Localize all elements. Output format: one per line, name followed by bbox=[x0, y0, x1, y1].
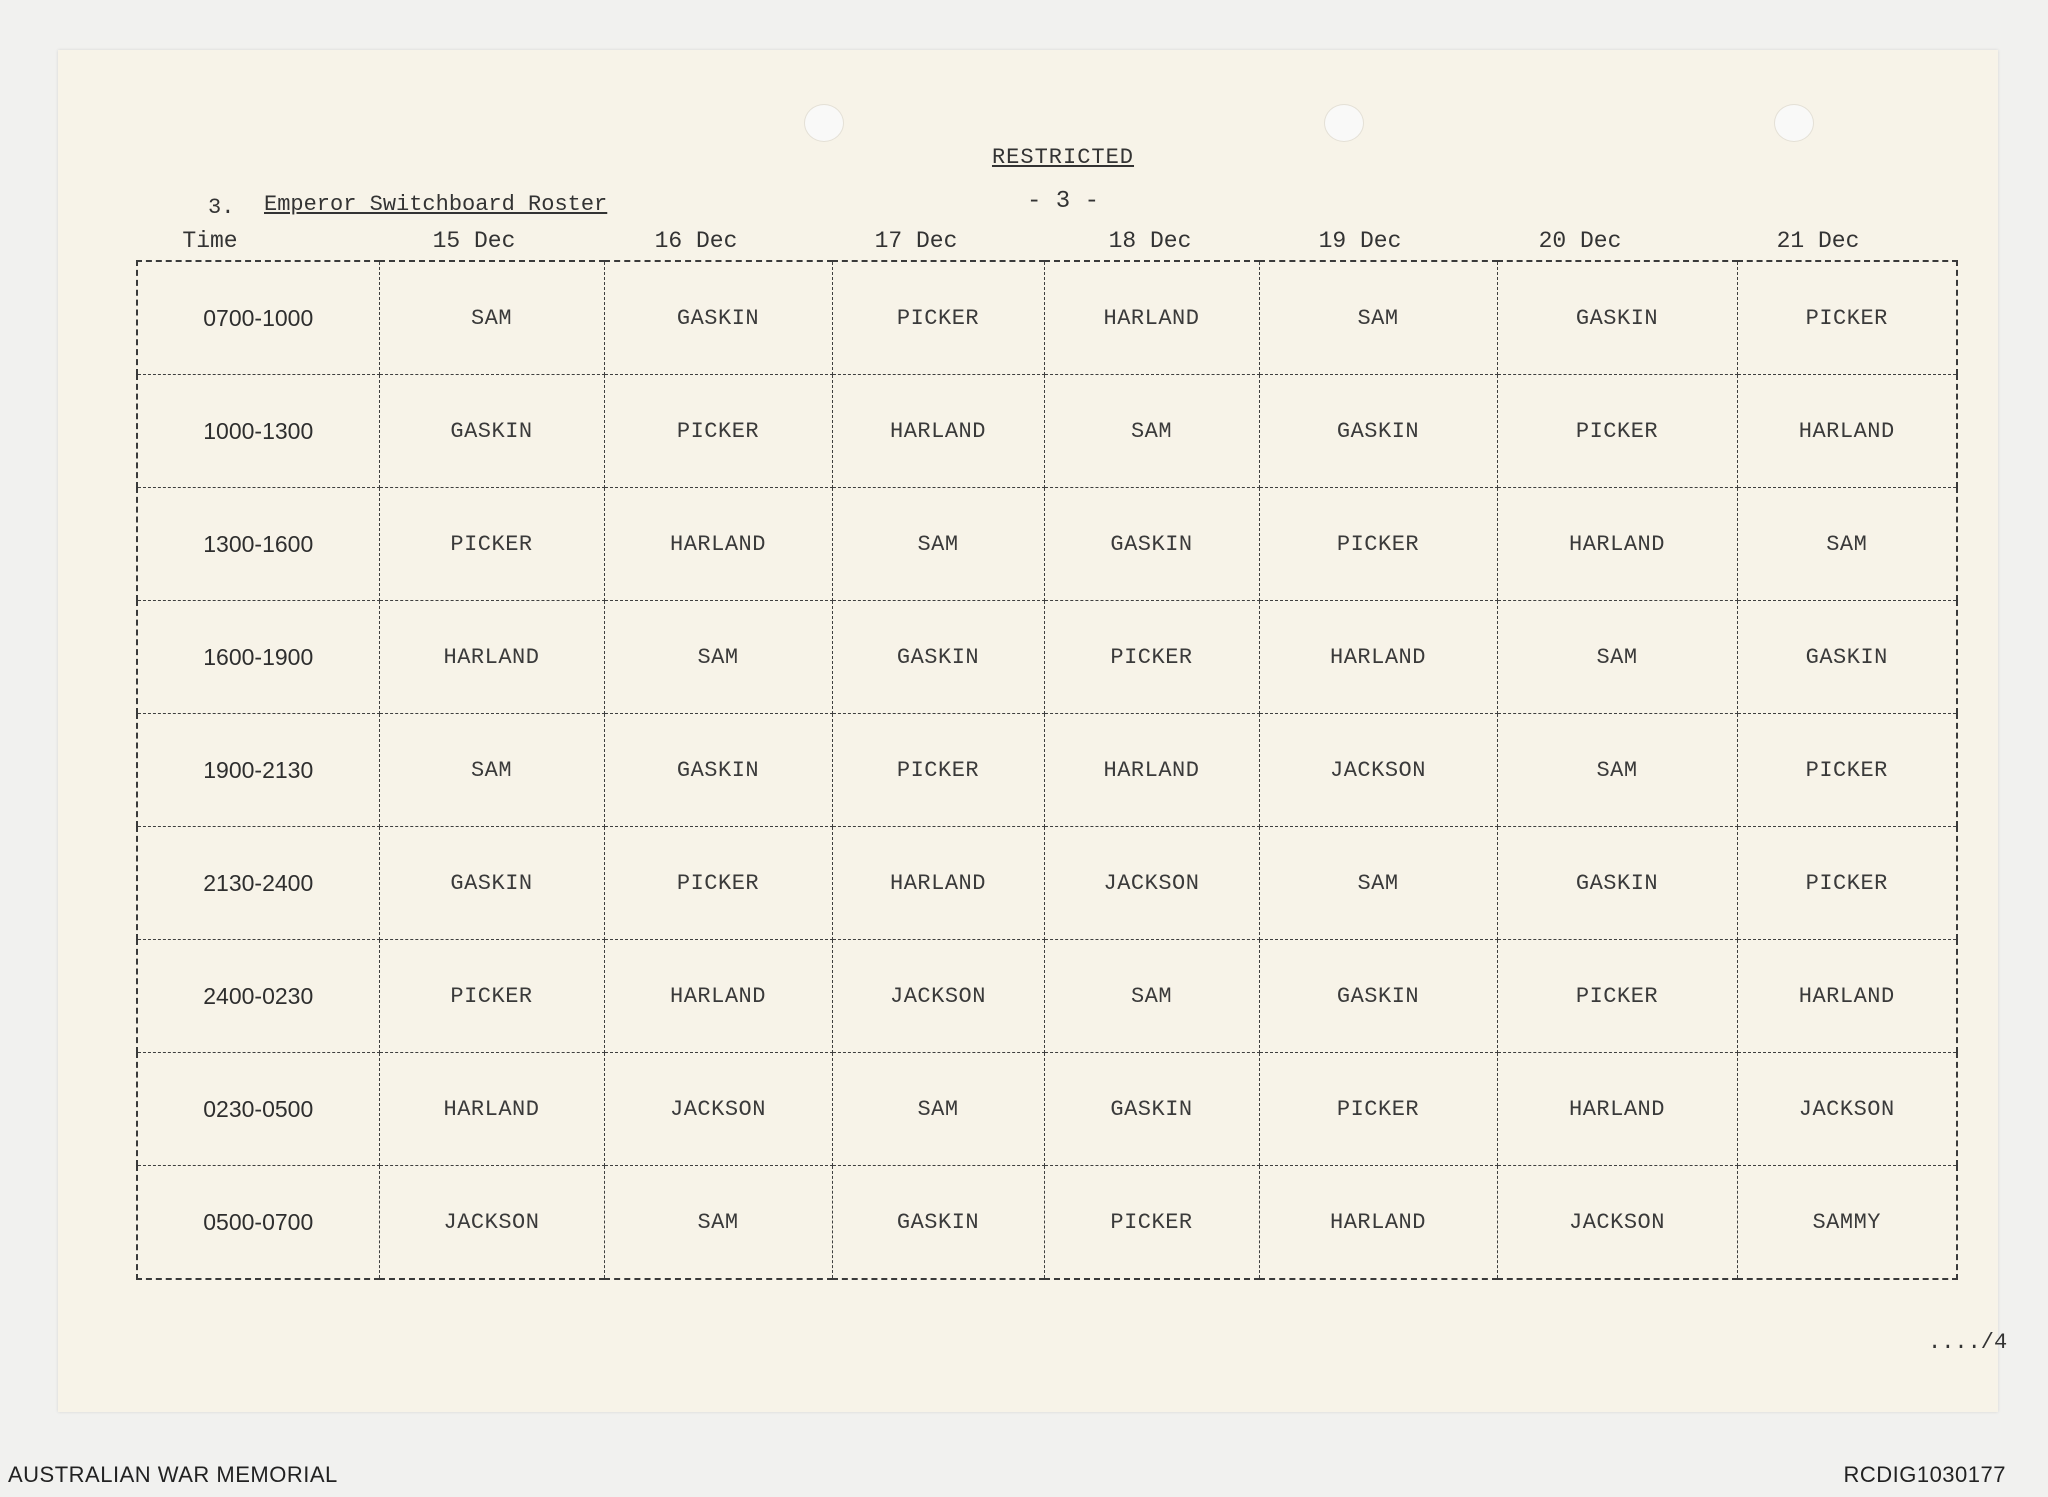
shift-cell: PICKER bbox=[1497, 940, 1737, 1053]
shift-cell: GASKIN bbox=[1259, 375, 1497, 488]
table-row bbox=[137, 488, 1957, 601]
shift-cell: SAM bbox=[604, 1166, 832, 1280]
column-header-16-dec: 16 Dec bbox=[654, 228, 738, 254]
table-row bbox=[137, 601, 1957, 714]
shift-cell: PICKER bbox=[1259, 1053, 1497, 1166]
shift-cell: GASKIN bbox=[1737, 601, 1957, 714]
punch-hole bbox=[1324, 104, 1364, 142]
punch-hole bbox=[804, 104, 844, 142]
time-slot: 1000-1300 bbox=[137, 375, 379, 488]
institution-credit: AUSTRALIAN WAR MEMORIAL bbox=[8, 1462, 338, 1487]
table-row bbox=[137, 261, 1957, 375]
punch-hole bbox=[1774, 104, 1814, 142]
shift-cell: HARLAND bbox=[1497, 488, 1737, 601]
roster-table bbox=[136, 260, 1958, 1280]
shift-cell: HARLAND bbox=[832, 827, 1044, 940]
table-row bbox=[137, 714, 1957, 827]
shift-cell: PICKER bbox=[832, 714, 1044, 827]
shift-cell: SAM bbox=[1737, 488, 1957, 601]
catalogue-id: RCDIG1030177 bbox=[1843, 1462, 2006, 1487]
shift-cell: SAM bbox=[1044, 375, 1259, 488]
shift-cell: GASKIN bbox=[1259, 940, 1497, 1053]
shift-cell: SAM bbox=[1497, 714, 1737, 827]
shift-cell: GASKIN bbox=[1497, 261, 1737, 375]
shift-cell: GASKIN bbox=[379, 827, 604, 940]
shift-cell: PICKER bbox=[1737, 827, 1957, 940]
shift-cell: JACKSON bbox=[1497, 1166, 1737, 1280]
shift-cell: GASKIN bbox=[832, 601, 1044, 714]
shift-cell: JACKSON bbox=[1044, 827, 1259, 940]
shift-cell: PICKER bbox=[604, 827, 832, 940]
shift-cell: PICKER bbox=[1044, 1166, 1259, 1280]
table-row bbox=[137, 375, 1957, 488]
shift-cell: PICKER bbox=[1737, 714, 1957, 827]
shift-cell: PICKER bbox=[1497, 375, 1737, 488]
shift-cell: GASKIN bbox=[1497, 827, 1737, 940]
shift-cell: SAM bbox=[832, 488, 1044, 601]
shift-cell: SAM bbox=[832, 1053, 1044, 1166]
column-header-20-dec: 20 Dec bbox=[1538, 228, 1622, 254]
column-header-18-dec: 18 Dec bbox=[1108, 228, 1192, 254]
page-number: - 3 - bbox=[1026, 188, 1099, 215]
column-header-19-dec: 19 Dec bbox=[1318, 228, 1402, 254]
shift-cell: HARLAND bbox=[379, 601, 604, 714]
shift-cell: HARLAND bbox=[604, 488, 832, 601]
shift-cell: PICKER bbox=[604, 375, 832, 488]
shift-cell: SAMMY bbox=[1737, 1166, 1957, 1280]
shift-cell: PICKER bbox=[1737, 261, 1957, 375]
time-slot: 1900-2130 bbox=[137, 714, 379, 827]
time-slot: 0700-1000 bbox=[137, 261, 379, 375]
shift-cell: PICKER bbox=[379, 488, 604, 601]
shift-cell: GASKIN bbox=[1044, 1053, 1259, 1166]
shift-cell: HARLAND bbox=[1259, 601, 1497, 714]
shift-cell: PICKER bbox=[379, 940, 604, 1053]
column-header-21-dec: 21 Dec bbox=[1776, 228, 1860, 254]
shift-cell: SAM bbox=[379, 714, 604, 827]
shift-cell: SAM bbox=[1497, 601, 1737, 714]
shift-cell: HARLAND bbox=[1259, 1166, 1497, 1280]
shift-cell: PICKER bbox=[832, 261, 1044, 375]
shift-cell: JACKSON bbox=[604, 1053, 832, 1166]
column-header-time: Time bbox=[182, 228, 238, 254]
time-slot: 2400-0230 bbox=[137, 940, 379, 1053]
shift-cell: HARLAND bbox=[1044, 714, 1259, 827]
time-slot: 2130-2400 bbox=[137, 827, 379, 940]
continuation-marker: ..../4 bbox=[1928, 1330, 2008, 1355]
shift-cell: JACKSON bbox=[379, 1166, 604, 1280]
time-slot: 1300-1600 bbox=[137, 488, 379, 601]
shift-cell: JACKSON bbox=[832, 940, 1044, 1053]
table-row bbox=[137, 827, 1957, 940]
shift-cell: GASKIN bbox=[604, 261, 832, 375]
shift-cell: SAM bbox=[379, 261, 604, 375]
shift-cell: GASKIN bbox=[379, 375, 604, 488]
column-header-15-dec: 15 Dec bbox=[432, 228, 516, 254]
document-page bbox=[58, 50, 2008, 1412]
shift-cell: SAM bbox=[1259, 827, 1497, 940]
shift-cell: PICKER bbox=[1259, 488, 1497, 601]
shift-cell: GASKIN bbox=[1044, 488, 1259, 601]
table-row bbox=[137, 1053, 1957, 1166]
table-row bbox=[137, 1166, 1957, 1280]
shift-cell: HARLAND bbox=[379, 1053, 604, 1166]
table-row bbox=[137, 940, 1957, 1053]
section-number: 3. bbox=[208, 195, 235, 220]
shift-cell: GASKIN bbox=[832, 1166, 1044, 1280]
shift-cell: SAM bbox=[1044, 940, 1259, 1053]
shift-cell: HARLAND bbox=[1044, 261, 1259, 375]
shift-cell: JACKSON bbox=[1259, 714, 1497, 827]
shift-cell: PICKER bbox=[1044, 601, 1259, 714]
shift-cell: HARLAND bbox=[1737, 375, 1957, 488]
shift-cell: HARLAND bbox=[832, 375, 1044, 488]
shift-cell: SAM bbox=[1259, 261, 1497, 375]
section-title: Emperor Switchboard Roster bbox=[264, 192, 608, 217]
time-slot: 0230-0500 bbox=[137, 1053, 379, 1166]
shift-cell: GASKIN bbox=[604, 714, 832, 827]
shift-cell: HARLAND bbox=[1737, 940, 1957, 1053]
column-header-17-dec: 17 Dec bbox=[874, 228, 958, 254]
shift-cell: HARLAND bbox=[1497, 1053, 1737, 1166]
shift-cell: SAM bbox=[604, 601, 832, 714]
time-slot: 1600-1900 bbox=[137, 601, 379, 714]
classification-marking: RESTRICTED bbox=[991, 145, 1135, 170]
shift-cell: HARLAND bbox=[604, 940, 832, 1053]
shift-cell: JACKSON bbox=[1737, 1053, 1957, 1166]
time-slot: 0500-0700 bbox=[137, 1166, 379, 1280]
